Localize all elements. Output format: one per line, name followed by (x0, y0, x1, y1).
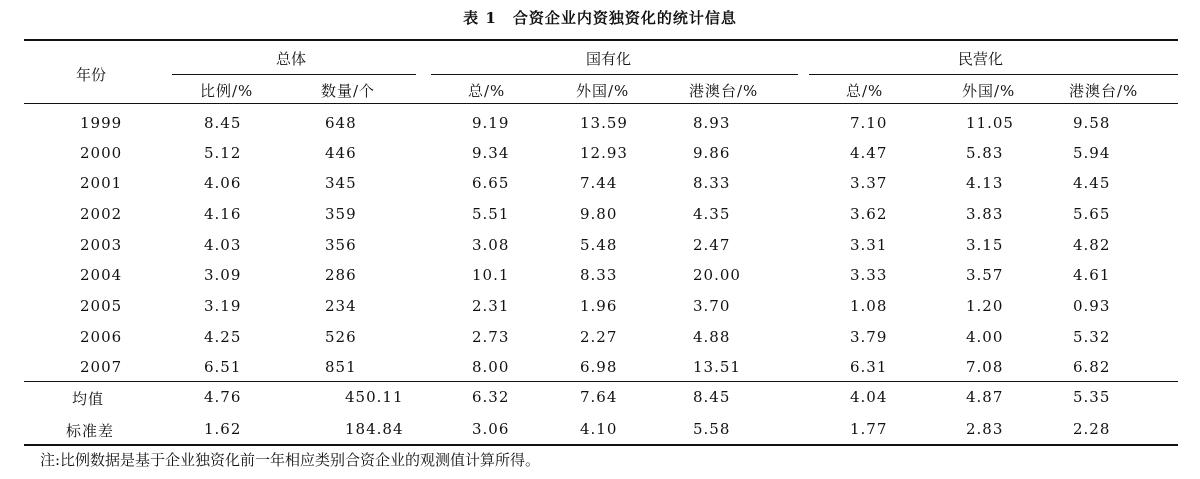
data-cell: 20.00 (693, 266, 741, 284)
data-cell: 5.32 (1073, 328, 1111, 346)
data-cell: 4.06 (204, 174, 242, 192)
summary-cell: 2.83 (966, 420, 1004, 438)
data-cell: 8.33 (693, 174, 731, 192)
subheader-cell: 港澳台/% (689, 82, 759, 100)
data-cell: 234 (325, 297, 357, 315)
data-cell: 3.83 (966, 205, 1004, 223)
summary-cell: 2.28 (1073, 420, 1111, 438)
data-cell: 3.57 (966, 266, 1004, 284)
summary-cell: 450.11 (345, 388, 404, 406)
summary-label: 均值 (72, 390, 105, 408)
data-cell: 359 (325, 205, 357, 223)
data-cell: 8.00 (472, 358, 510, 376)
year-cell: 2004 (80, 266, 123, 284)
data-cell: 11.05 (966, 114, 1014, 132)
data-cell: 446 (325, 144, 357, 162)
data-cell: 6.98 (580, 358, 618, 376)
data-cell: 9.34 (472, 144, 510, 162)
data-cell: 4.00 (966, 328, 1004, 346)
subheader-cell: 港澳台/% (1069, 82, 1139, 100)
year-cell: 2000 (80, 144, 123, 162)
data-cell: 4.25 (204, 328, 242, 346)
summary-label: 标准差 (66, 422, 115, 440)
summary-cell: 5.58 (693, 420, 731, 438)
data-cell: 3.15 (966, 236, 1004, 254)
data-cell: 9.80 (580, 205, 618, 223)
summary-cell: 5.35 (1073, 388, 1111, 406)
data-cell: 9.86 (693, 144, 731, 162)
bottom-rule (24, 444, 1178, 446)
summary-cell: 4.87 (966, 388, 1004, 406)
subheader-cell: 总/% (846, 82, 884, 100)
data-cell: 8.93 (693, 114, 731, 132)
data-cell: 7.08 (966, 358, 1004, 376)
data-cell: 648 (325, 114, 357, 132)
data-cell: 5.94 (1073, 144, 1111, 162)
year-header: 年份 (76, 66, 107, 84)
data-cell: 851 (325, 358, 357, 376)
year-cell: 2003 (80, 236, 123, 254)
summary-cell: 8.45 (693, 388, 731, 406)
year-cell: 2006 (80, 328, 123, 346)
year-cell: 1999 (80, 114, 123, 132)
summary-cell: 3.06 (472, 420, 510, 438)
data-cell: 4.16 (204, 205, 242, 223)
data-cell: 356 (325, 236, 357, 254)
year-cell: 2002 (80, 205, 123, 223)
data-cell: 345 (325, 174, 357, 192)
data-cell: 5.12 (204, 144, 242, 162)
data-cell: 3.37 (850, 174, 888, 192)
year-cell: 2001 (80, 174, 123, 192)
data-cell: 7.10 (850, 114, 888, 132)
summary-cell: 4.76 (204, 388, 242, 406)
data-cell: 526 (325, 328, 357, 346)
data-cell: 10.1 (472, 266, 510, 284)
table-title: 表 1 合资企业内资独资化的统计信息 (463, 9, 737, 27)
subheader-cell: 数量/个 (321, 82, 376, 100)
group-rule-private (809, 74, 1178, 75)
data-cell: 1.96 (580, 297, 618, 315)
group-rule-overall (172, 74, 416, 75)
data-cell: 9.58 (1073, 114, 1111, 132)
data-cell: 1.20 (966, 297, 1004, 315)
year-cell: 2005 (80, 297, 123, 315)
data-cell: 13.51 (693, 358, 741, 376)
data-cell: 3.62 (850, 205, 888, 223)
header-rule (24, 103, 1178, 104)
group-header-private: 民营化 (958, 50, 1004, 68)
data-cell: 3.08 (472, 236, 510, 254)
data-cell: 0.93 (1073, 297, 1111, 315)
group-header-overall: 总体 (276, 50, 307, 68)
data-cell: 4.35 (693, 205, 731, 223)
data-cell: 6.31 (850, 358, 888, 376)
data-cell: 2.27 (580, 328, 618, 346)
data-cell: 6.51 (204, 358, 242, 376)
data-cell: 9.19 (472, 114, 510, 132)
summary-cell: 1.77 (850, 420, 888, 438)
subheader-cell: 外国/% (576, 82, 630, 100)
data-cell: 13.59 (580, 114, 628, 132)
data-cell: 4.13 (966, 174, 1004, 192)
data-cell: 6.82 (1073, 358, 1111, 376)
data-cell: 2.73 (472, 328, 510, 346)
subheader-cell: 外国/% (962, 82, 1016, 100)
data-cell: 5.48 (580, 236, 618, 254)
group-rule-state (431, 74, 798, 75)
data-cell: 3.31 (850, 236, 888, 254)
year-cell: 2007 (80, 358, 123, 376)
group-header-state: 国有化 (586, 50, 632, 68)
data-cell: 2.47 (693, 236, 731, 254)
data-cell: 6.65 (472, 174, 510, 192)
data-cell: 3.33 (850, 266, 888, 284)
data-cell: 4.82 (1073, 236, 1111, 254)
data-cell: 4.45 (1073, 174, 1111, 192)
top-rule (24, 39, 1178, 41)
data-cell: 7.44 (580, 174, 618, 192)
data-cell: 3.19 (204, 297, 242, 315)
data-cell: 3.70 (693, 297, 731, 315)
data-cell: 5.51 (472, 205, 510, 223)
data-cell: 3.09 (204, 266, 242, 284)
data-cell: 2.31 (472, 297, 510, 315)
data-cell: 8.45 (204, 114, 242, 132)
data-cell: 8.33 (580, 266, 618, 284)
summary-rule (24, 381, 1178, 382)
data-cell: 4.47 (850, 144, 888, 162)
data-cell: 5.83 (966, 144, 1004, 162)
data-cell: 3.79 (850, 328, 888, 346)
summary-cell: 6.32 (472, 388, 510, 406)
table-note: 注:比例数据是基于企业独资化前一年相应类别合资企业的观测值计算所得。 (40, 451, 541, 469)
subheader-cell: 比例/% (200, 82, 254, 100)
data-cell: 1.08 (850, 297, 888, 315)
subheader-cell: 总/% (468, 82, 506, 100)
data-cell: 4.61 (1073, 266, 1111, 284)
data-cell: 4.88 (693, 328, 731, 346)
data-cell: 12.93 (580, 144, 628, 162)
data-cell: 4.03 (204, 236, 242, 254)
summary-cell: 184.84 (345, 420, 404, 438)
data-cell: 5.65 (1073, 205, 1111, 223)
summary-cell: 4.04 (850, 388, 888, 406)
summary-cell: 1.62 (204, 420, 242, 438)
summary-cell: 4.10 (580, 420, 618, 438)
summary-cell: 7.64 (580, 388, 618, 406)
data-cell: 286 (325, 266, 357, 284)
